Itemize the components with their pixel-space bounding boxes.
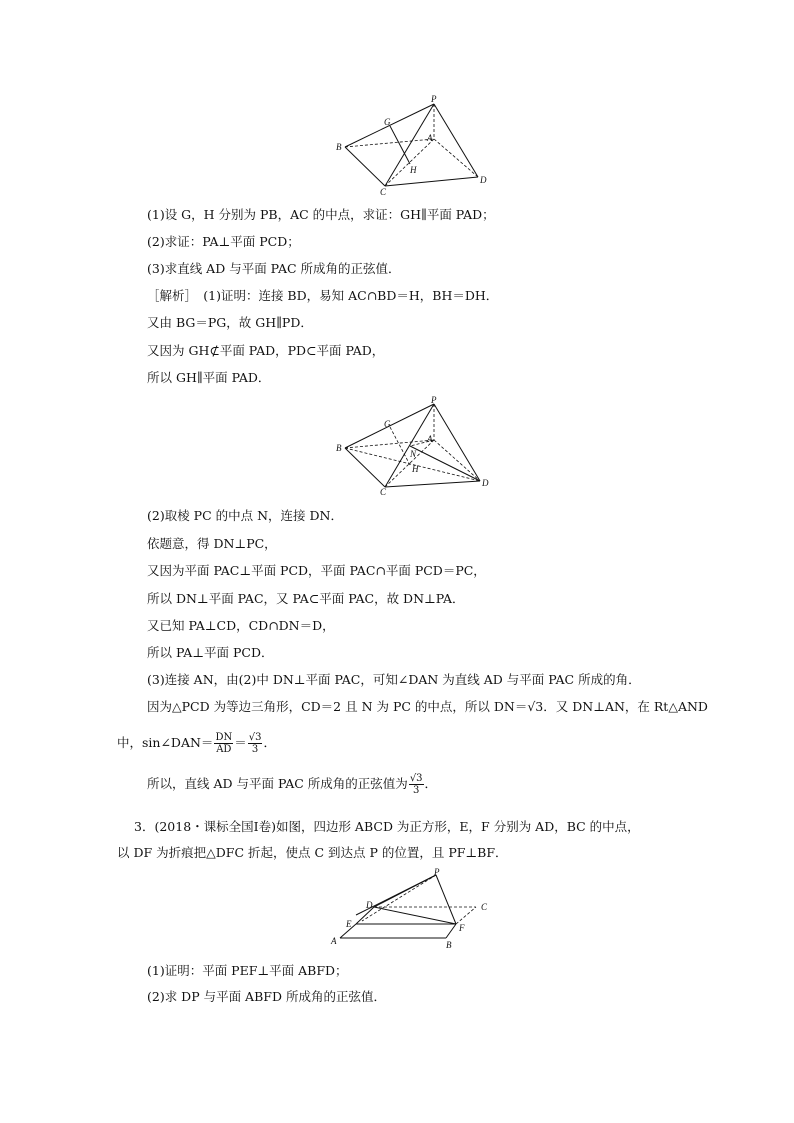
text-line-5: 又由 BG＝PG，故 GH∥PD．	[147, 315, 313, 330]
text-line-16-b: ＝	[234, 735, 247, 750]
text-line-15-c: ．又 DN⊥AN，在 Rt△AND	[543, 699, 708, 714]
fraction-sqrt3-3	[248, 732, 263, 755]
fraction-denominator: AD	[216, 744, 232, 755]
edge-PD	[434, 104, 478, 177]
text-line-19: 以 DF 为折痕把△DFC 折起，使点 C 到达点 P 的位置，且 PF⊥BF．	[117, 845, 508, 860]
fraction-numerator: √3	[409, 773, 423, 784]
sqrt3-value: √3	[527, 699, 544, 714]
fraction-numerator: √3	[248, 732, 262, 743]
edge-PE-dashed	[362, 875, 436, 921]
text-line-15-a: 因为△PCD 为等边三角形，CD＝2 且 N 为 PC 的中点，所以 DN＝	[147, 699, 528, 714]
text-line-12: 又已知 PA⊥CD，CD∩DN＝D，	[147, 618, 335, 633]
edge-AD	[434, 139, 478, 177]
label-N: N	[410, 449, 417, 459]
label-P: P	[431, 94, 437, 104]
fraction-denominator: 3	[412, 785, 420, 796]
fraction-sqrt3-3	[409, 773, 424, 796]
edge-FC	[456, 907, 476, 924]
label-B: B	[446, 940, 452, 950]
label-F: F	[459, 923, 465, 933]
label-C: C	[380, 487, 387, 497]
edge-BC	[345, 147, 385, 186]
label-P: P	[434, 867, 440, 877]
text-line-17	[147, 769, 437, 799]
fraction-denominator: 3	[251, 744, 259, 755]
edge-AD	[434, 440, 480, 481]
text-line-9: 依题意，得 DN⊥PC，	[147, 536, 277, 551]
edge-GH	[390, 126, 410, 164]
edge-GH	[390, 427, 410, 465]
text-line-4: ［解析］ (1)证明：连接 BD，易知 AC∩BD＝H，BH＝DH．	[147, 288, 499, 303]
fraction-dn-ad	[214, 732, 233, 755]
text-line-13: 所以 PA⊥平面 PCD．	[147, 645, 274, 660]
label-B: B	[336, 443, 342, 453]
edge-BF	[446, 924, 456, 938]
label-A: A	[427, 133, 433, 143]
edge-BC	[345, 448, 385, 487]
text-line-6: 又因为 GH⊄平面 PAD，PD⊂平面 PAD，	[147, 343, 385, 358]
text-line-20: (1)证明：平面 PEF⊥平面 ABFD；	[147, 963, 348, 978]
text-line-7: 所以 GH∥平面 PAD．	[147, 370, 271, 385]
label-D: D	[480, 175, 487, 185]
label-C: C	[481, 902, 488, 912]
text-line-14: (3)连接 AN，由(2)中 DN⊥平面 PAC，可知∠DAN 为直线 AD 与平面 PAC 所成的角．	[147, 672, 641, 687]
label-H: H	[412, 464, 419, 474]
text-line-16-a: 中，sin∠DAN＝	[117, 735, 214, 750]
text-line-18: 3．(2018・课标全国Ⅰ卷)如图，四边形 ABCD 为正方形，E，F 分别为 AD，BC 的中点，	[134, 819, 640, 834]
label-P: P	[431, 395, 437, 405]
label-D: D	[366, 900, 373, 910]
label-A: A	[427, 434, 433, 444]
edge-PD	[374, 875, 436, 907]
text-line-17-a: 所以，直线 AD 与平面 PAC 所成角的正弦值为	[147, 776, 408, 791]
text-line-2: (2)求证：PA⊥平面 PCD；	[147, 234, 300, 249]
figure-pyramid-1	[330, 92, 500, 198]
text-line-10: 又因为平面 PAC⊥平面 PCD，平面 PAC∩平面 PCD＝PC，	[147, 563, 486, 578]
text-line-3: (3)求直线 AD 与平面 PAC 所成角的正弦值．	[147, 261, 401, 276]
text-line-16	[117, 728, 276, 758]
text-line-8: (2)取棱 PC 的中点 N，连接 DN．	[147, 508, 343, 523]
label-A: A	[331, 936, 337, 946]
text-line-16-c: ．	[263, 735, 276, 750]
label-D: D	[482, 478, 489, 488]
text-line-11: 所以 DN⊥平面 PAC，又 PA⊂平面 PAC，故 DN⊥PA．	[147, 591, 465, 606]
fraction-numerator: DN	[215, 732, 233, 743]
label-G: G	[384, 419, 391, 429]
label-C: C	[380, 187, 387, 197]
label-G: G	[384, 117, 391, 127]
edge-CD	[385, 481, 480, 487]
figure-folded-square	[326, 866, 496, 952]
label-H: H	[410, 165, 417, 175]
edge-DF	[374, 907, 456, 924]
label-B: B	[336, 142, 342, 152]
label-E: E	[346, 919, 352, 929]
text-line-21: (2)求 DP 与平面 ABFD 所成角的正弦值．	[147, 989, 386, 1004]
figure-pyramid-2	[330, 394, 500, 500]
text-line-1: (1)设 G，H 分别为 PB，AC 的中点，求证：GH∥平面 PAD；	[147, 207, 495, 222]
edge-CD	[385, 177, 478, 186]
text-line-17-b: ．	[424, 776, 438, 791]
text-line-15	[147, 699, 708, 715]
edge-PF	[436, 875, 456, 924]
